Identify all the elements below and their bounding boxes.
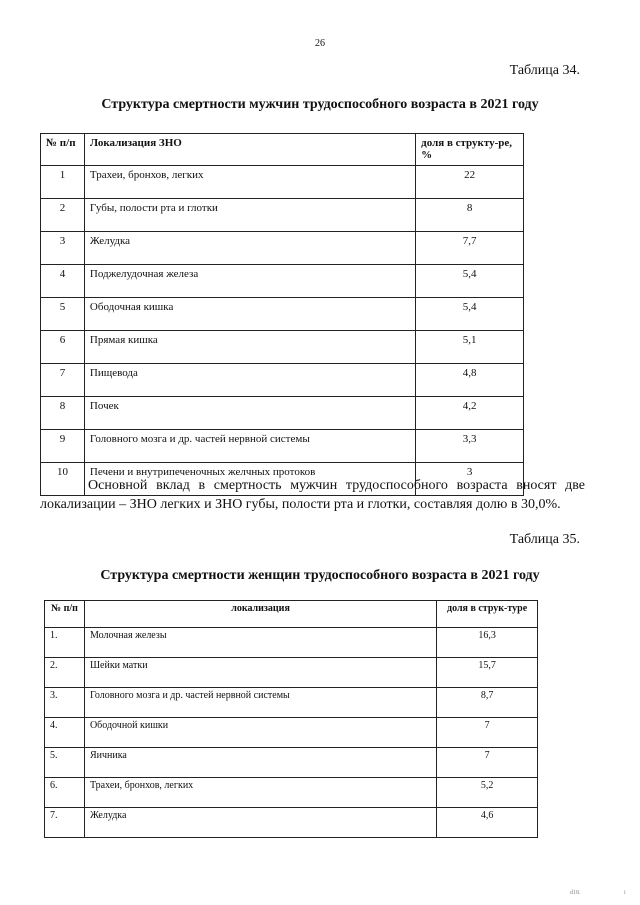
table-34: [40, 133, 524, 496]
table-row: [41, 397, 524, 430]
column-header-number: № п/п: [45, 601, 85, 628]
table-35-label: Таблица 35.: [509, 532, 580, 547]
row-localization: Желудка: [84, 232, 415, 265]
row-share: 5,4: [416, 298, 524, 331]
row-number: 3: [41, 232, 85, 265]
column-header-localization: Локализация ЗНО: [84, 134, 415, 166]
column-header-share: доля в структу-ре, %: [416, 134, 524, 166]
corner-mark-left: d18.: [570, 890, 581, 896]
corner-mark-right: i: [624, 890, 626, 896]
row-number: 6.: [45, 778, 85, 808]
row-share: 5,2: [437, 778, 538, 808]
table-row: [41, 199, 524, 232]
row-number: 5.: [45, 748, 85, 778]
table-row: [41, 265, 524, 298]
row-number: 1.: [45, 628, 85, 658]
row-number: 5: [41, 298, 85, 331]
table-35-title: Структура смертности женщин трудоспособного возраста в 2021 году: [100, 568, 540, 583]
table-header-row: [41, 134, 524, 166]
row-localization: Шейки матки: [84, 658, 436, 688]
table-row: [45, 748, 538, 778]
row-localization: Почек: [84, 397, 415, 430]
row-share: 22: [416, 166, 524, 199]
row-share: 4,2: [416, 397, 524, 430]
row-number: 6: [41, 331, 85, 364]
table-row: [45, 808, 538, 838]
table-row: [41, 298, 524, 331]
row-number: 4: [41, 265, 85, 298]
table-row: [45, 628, 538, 658]
row-localization: Молочная железы: [84, 628, 436, 658]
row-share: 3,3: [416, 430, 524, 463]
table-row: [41, 331, 524, 364]
row-number: 7: [41, 364, 85, 397]
row-share: 4,8: [416, 364, 524, 397]
row-number: 8: [41, 397, 85, 430]
row-number: 1: [41, 166, 85, 199]
row-share: 7,7: [416, 232, 524, 265]
table-35: [44, 600, 538, 838]
table-34-title: Структура смертности мужчин трудоспособного возраста в 2021 году: [101, 97, 539, 112]
row-share: 16,3: [437, 628, 538, 658]
row-localization: Губы, полости рта и глотки: [84, 199, 415, 232]
table-row: [41, 232, 524, 265]
table-header-row: [45, 601, 538, 628]
row-localization: Поджелудочная железа: [84, 265, 415, 298]
row-number: 10: [41, 463, 85, 496]
table-row: [41, 364, 524, 397]
table-row: [41, 166, 524, 199]
row-share: 5,1: [416, 331, 524, 364]
row-localization: Желудка: [84, 808, 436, 838]
page-number: 26: [315, 38, 325, 49]
row-number: 7.: [45, 808, 85, 838]
row-localization: Пищевода: [84, 364, 415, 397]
row-number: 9: [41, 430, 85, 463]
row-share: 8,7: [437, 688, 538, 718]
table-row: [45, 718, 538, 748]
row-share: 5,4: [416, 265, 524, 298]
table-34-label: Таблица 34.: [509, 63, 580, 78]
row-number: 4.: [45, 718, 85, 748]
row-share: 7: [437, 718, 538, 748]
row-localization: Прямая кишка: [84, 331, 415, 364]
row-localization: Головного мозга и др. частей нервной системы: [84, 688, 436, 718]
row-localization: Трахеи, бронхов, легких: [84, 778, 436, 808]
table-row: [41, 430, 524, 463]
row-number: 3.: [45, 688, 85, 718]
row-share: 4,6: [437, 808, 538, 838]
column-header-localization: локализация: [84, 601, 436, 628]
row-number: 2.: [45, 658, 85, 688]
table-row: [45, 688, 538, 718]
body-paragraph: Основной вклад в смертность мужчин трудоспособного возраста вносят две локализации – ЗНО легких и ЗНО губы, полости рта и глотки, составляя долю в 30,0%.: [40, 478, 585, 512]
row-share: 3: [416, 463, 524, 496]
row-number: 2: [41, 199, 85, 232]
row-localization: Яичника: [84, 748, 436, 778]
row-share: 7: [437, 748, 538, 778]
column-header-share: доля в струк-туре: [437, 601, 538, 628]
table-row: [45, 658, 538, 688]
row-localization: Ободочная кишка: [84, 298, 415, 331]
row-localization: Головного мозга и др. частей нервной системы: [84, 430, 415, 463]
row-localization: Трахеи, бронхов, легких: [84, 166, 415, 199]
row-share: 15,7: [437, 658, 538, 688]
column-header-number: № п/п: [41, 134, 85, 166]
row-localization: Ободочной кишки: [84, 718, 436, 748]
row-localization: Печени и внутрипеченочных желчных протоков: [84, 463, 415, 496]
row-share: 8: [416, 199, 524, 232]
table-row: [45, 778, 538, 808]
